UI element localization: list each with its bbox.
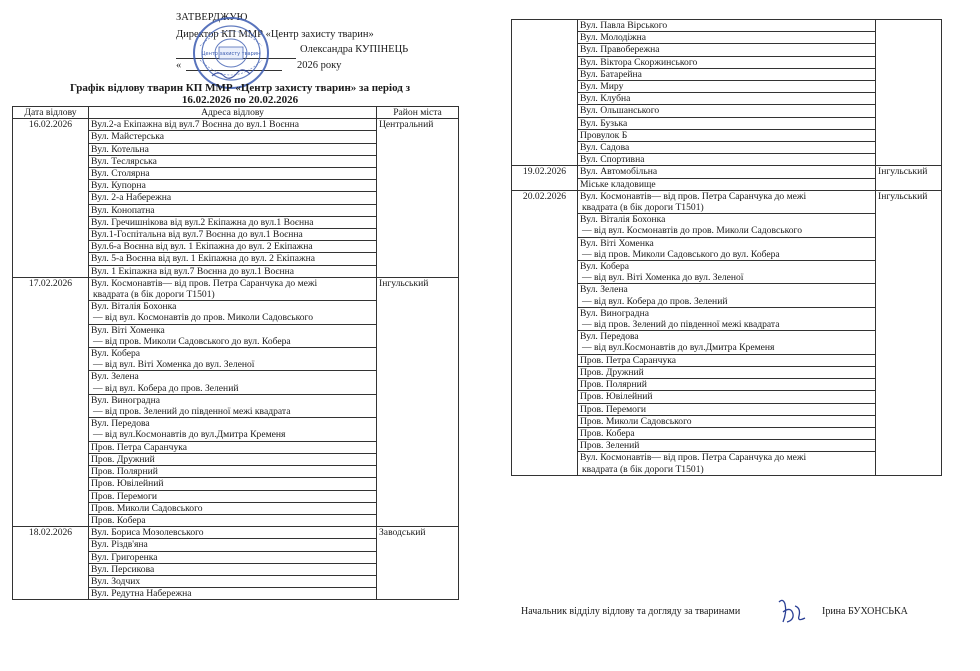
address-main: Вул. Виноградна	[580, 307, 649, 319]
address-main: Пров. Ювілейний	[580, 391, 653, 403]
address-main: Пров. Кобера	[580, 427, 635, 439]
address-segment: — від вул. Віті Хоменка до вул. Зеленої	[582, 272, 744, 284]
approval-year: 2026 року	[297, 60, 342, 71]
capture-date-cell: 20.02.2026	[512, 190, 578, 475]
address-cell	[89, 539, 377, 551]
address-main: Вул. Зелена	[91, 371, 139, 383]
address-main: Пров. Миколи Садовського	[91, 502, 203, 514]
address-main: Вул.2-а Екіпажна від вул.7 Воєнна до вул.1 Воєнна	[91, 119, 300, 131]
address-cell	[89, 588, 377, 600]
address-cell	[578, 154, 876, 166]
address-cell	[578, 307, 876, 330]
address-cell	[578, 166, 876, 178]
seal-center-text: Центр захисту тварин	[201, 51, 261, 57]
address-main: Провулок Б	[580, 129, 628, 141]
address-main: Вул. Космонавтів— від пров. Петра Саранчука до межі	[91, 277, 318, 289]
address-main: Пров. Миколи Садовського	[580, 415, 692, 427]
address-cell	[89, 394, 377, 417]
address-cell	[578, 427, 876, 439]
official-seal-stamp	[192, 16, 270, 90]
address-cell	[89, 143, 377, 155]
address-main: Вул. Павла Вірського	[580, 20, 668, 31]
address-cell	[578, 415, 876, 427]
address-cell	[578, 68, 876, 80]
table-row	[512, 190, 942, 213]
address-cell	[578, 403, 876, 415]
address-segment: — від пров. Миколи Садовського до вул. Кобера	[93, 335, 291, 347]
address-main: Вул. Клубна	[580, 93, 631, 105]
address-main: Пров. Дружний	[580, 366, 644, 378]
address-segment: — від вул. Віті Хоменка до вул. Зеленої	[93, 359, 255, 371]
address-cell	[89, 277, 377, 300]
capture-date-cell: 17.02.2026	[13, 277, 89, 526]
address-cell	[89, 119, 377, 131]
address-cell	[89, 348, 377, 371]
address-cell	[578, 452, 876, 475]
address-main: Пров. Перемоги	[91, 490, 158, 502]
address-main: Вул. Віталія Бохонка	[91, 301, 177, 313]
address-segment: — від вул. Космонавтів до пров. Миколи Садовського	[93, 312, 314, 324]
district-cell	[876, 20, 942, 166]
address-main: Вул. Передова	[580, 331, 639, 343]
address-segment: — від вул. Космонавтів до пров. Миколи Садовського	[582, 225, 803, 237]
district-cell: Центральний	[377, 119, 459, 278]
address-cell	[578, 440, 876, 452]
column-header-district: Район міста	[377, 107, 459, 119]
address-cell	[89, 204, 377, 216]
address-main: Пров. Зелений	[580, 440, 640, 452]
address-main: Вул. Майстерська	[91, 131, 165, 143]
address-main: Вул. Садова	[580, 142, 630, 154]
address-cell	[578, 81, 876, 93]
address-main: Вул. 2-а Набережна	[91, 192, 172, 204]
address-main: Пров. Дружний	[91, 453, 155, 465]
footer-name: Ірина БУХОНСЬКА	[822, 606, 908, 617]
date-quote: «	[176, 60, 182, 71]
address-main: Вул. Віталія Бохонка	[580, 214, 666, 226]
district-cell: Інгульський	[876, 166, 942, 190]
address-main: Вул. Виноградна	[91, 394, 160, 406]
column-header-date: Дата відлову	[13, 107, 89, 119]
address-cell	[578, 379, 876, 391]
address-cell	[89, 180, 377, 192]
address-cell	[578, 391, 876, 403]
address-segment: квадрата (в бік дороги Т1501)	[93, 289, 215, 301]
table-row	[13, 119, 459, 131]
address-main: Вул. Космонавтів— від пров. Петра Саранчука до межі	[580, 190, 807, 202]
address-main: Вул. Віті Хоменка	[91, 324, 165, 336]
address-main: Вул. Кобера	[580, 261, 630, 273]
address-cell	[578, 237, 876, 260]
address-cell	[89, 466, 377, 478]
address-main: Вул. Кобера	[91, 348, 141, 360]
table-row	[13, 527, 459, 539]
address-cell	[89, 301, 377, 324]
address-cell	[89, 216, 377, 228]
capture-date-cell: 19.02.2026	[512, 166, 578, 190]
address-main: Пров. Перемоги	[580, 403, 647, 415]
address-main: Вул. 1 Екіпажна від вул.7 Воєнна до вул.1 Воєнна	[91, 265, 294, 277]
address-main: Вул. Автомобільна	[580, 166, 658, 178]
address-cell	[89, 453, 377, 465]
address-main: Вул. Передова	[91, 418, 150, 430]
address-main: Пров. Полярний	[580, 379, 647, 391]
address-main: Пров. Полярний	[91, 466, 158, 478]
address-main: Вул. Зодчих	[91, 575, 141, 587]
address-cell	[578, 261, 876, 284]
address-segment: — від пров. Зелений до південної межі квадрата	[93, 406, 291, 418]
table-header-row	[13, 107, 459, 119]
address-cell	[578, 93, 876, 105]
address-main: Вул. Котельна	[91, 143, 149, 155]
handwritten-signature	[773, 594, 809, 630]
address-main: Вул. Різдв'яна	[91, 539, 148, 551]
address-cell	[578, 20, 876, 32]
address-main: Вул. Персикова	[91, 563, 155, 575]
director-position: Директор КП ММР «Центр захисту тварин»	[176, 29, 374, 40]
address-main: Вул. 5-а Воєнна від вул. 1 Екіпажна до вул. 2 Екіпажна	[91, 253, 315, 265]
address-main: Вул. Космонавтів— від пров. Петра Саранчука до межі	[580, 452, 807, 464]
address-segment: квадрата (в бік дороги Т1501)	[582, 202, 704, 214]
address-cell	[89, 490, 377, 502]
address-cell	[89, 229, 377, 241]
address-cell	[578, 214, 876, 237]
address-main: Вул. Правобережна	[580, 44, 660, 56]
address-segment: квадрата (в бік дороги Т1501)	[582, 463, 704, 475]
table-row	[512, 166, 942, 178]
table-row	[13, 277, 459, 300]
address-cell	[578, 105, 876, 117]
address-main: Вул. Редутна Набережна	[91, 588, 192, 600]
schedule-table-right	[511, 19, 942, 476]
director-name: Олександра КУПІНЕЦЬ	[300, 44, 409, 55]
footer-position: Начальник відділу відлову та догляду за тваринами	[521, 606, 741, 617]
address-cell	[578, 284, 876, 307]
address-main: Вул. Батарейна	[580, 68, 642, 80]
address-cell	[89, 441, 377, 453]
address-main: Пров. Кобера	[91, 514, 146, 526]
address-segment: — від вул.Космонавтів до вул.Дмитра Кременя	[93, 429, 286, 441]
address-cell	[89, 514, 377, 526]
address-main: Вул.1-Госпітальна від вул.7 Воєнна до вул.1 Воєнна	[91, 229, 303, 241]
address-cell	[578, 331, 876, 354]
address-cell	[89, 253, 377, 265]
address-main: Вул. Спортивна	[580, 154, 645, 166]
approved-label: ЗАТВЕРДЖУЮ	[176, 12, 248, 23]
address-cell	[89, 551, 377, 563]
address-cell	[578, 129, 876, 141]
address-cell	[89, 265, 377, 277]
district-cell: Інгульський	[377, 277, 459, 526]
address-cell	[89, 478, 377, 490]
address-segment: — від пров. Миколи Садовського до вул. Кобера	[582, 248, 780, 260]
address-main: Міське кладовище	[580, 178, 656, 190]
address-segment: — від вул. Кобера до пров. Зелений	[582, 295, 728, 307]
address-main: Пров. Ювілейний	[91, 478, 164, 490]
column-header-address: Адреса відлову	[89, 107, 377, 119]
address-cell	[578, 142, 876, 154]
capture-date-cell: 18.02.2026	[13, 527, 89, 600]
district-cell: Заводський	[377, 527, 459, 600]
address-segment: — від пров. Зелений до південної межі квадрата	[582, 319, 780, 331]
address-main: Вул. Купорна	[91, 180, 146, 192]
address-cell	[89, 371, 377, 394]
address-cell	[578, 44, 876, 56]
address-cell	[89, 155, 377, 167]
address-main: Вул. Бузька	[580, 117, 628, 129]
address-main: Вул. Столярна	[91, 168, 150, 180]
address-main: Вул. Конопатна	[91, 204, 155, 216]
address-main: Вул. Теслярська	[91, 155, 157, 167]
schedule-table-left	[12, 106, 459, 600]
address-main: Вул. Віті Хоменка	[580, 237, 654, 249]
address-cell	[578, 56, 876, 68]
address-cell	[578, 178, 876, 190]
address-main: Пров. Петра Саранчука	[580, 354, 677, 366]
address-cell	[89, 131, 377, 143]
address-cell	[578, 354, 876, 366]
address-cell	[578, 117, 876, 129]
address-segment: — від вул. Кобера до пров. Зелений	[93, 382, 239, 394]
address-cell	[89, 418, 377, 441]
address-cell	[89, 575, 377, 587]
address-main: Вул. Бориса Мозолевського	[91, 527, 204, 539]
address-main: Вул. Ольшанського	[580, 105, 660, 117]
address-cell	[89, 563, 377, 575]
address-cell	[89, 192, 377, 204]
address-cell	[89, 502, 377, 514]
title-line-2: 16.02.2026 по 20.02.2026	[181, 94, 299, 106]
address-main: Вул. Миру	[580, 81, 624, 93]
address-cell	[89, 241, 377, 253]
title-line-1: Графік відлову тварин КП ММР «Центр захисту тварин» за період з	[69, 82, 411, 94]
document-title	[50, 82, 430, 106]
address-main: Пров. Петра Саранчука	[91, 441, 188, 453]
address-main: Вул. Віктора Скоржинського	[580, 56, 698, 68]
capture-date-cell: 16.02.2026	[13, 119, 89, 278]
address-cell	[578, 366, 876, 378]
address-main: Вул. Молодіжна	[580, 32, 647, 44]
address-main: Вул.6-а Воєнна від вул. 1 Екіпажна до вул. 2 Екіпажна	[91, 241, 313, 253]
address-cell	[89, 324, 377, 347]
address-segment: — від вул.Космонавтів до вул.Дмитра Кременя	[582, 342, 775, 354]
address-main: Вул. Зелена	[580, 284, 628, 296]
address-main: Вул. Гречишнікова від вул.2 Екіпажна до вул.1 Воєнна	[91, 216, 314, 228]
capture-date-cell	[512, 20, 578, 166]
address-cell	[578, 190, 876, 213]
district-cell: Інгульський	[876, 190, 942, 475]
address-main: Вул. Григоренка	[91, 551, 158, 563]
address-cell	[578, 32, 876, 44]
address-cell	[89, 168, 377, 180]
table-row	[512, 20, 942, 32]
address-cell	[89, 527, 377, 539]
